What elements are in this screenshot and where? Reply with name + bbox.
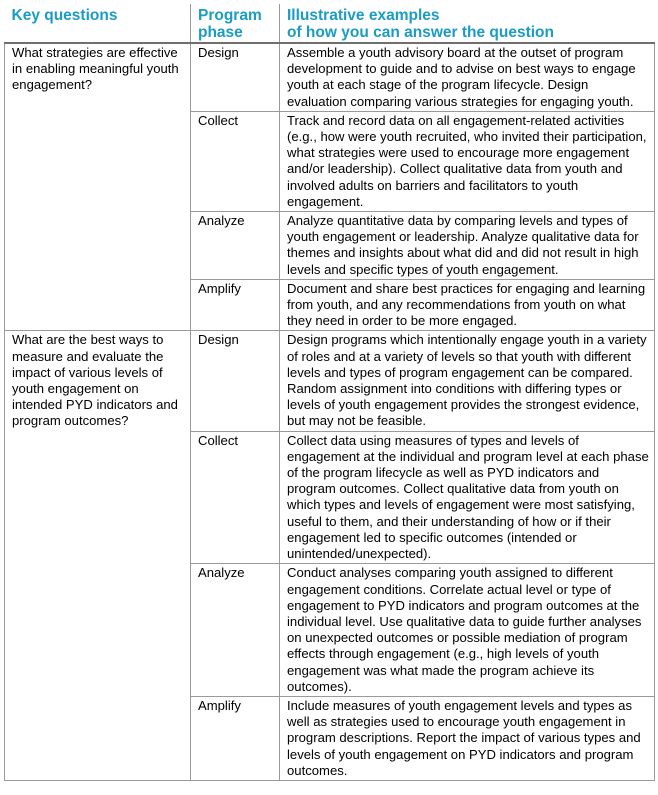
example-cell: Assemble a youth advisory board at the outset of program development to guide and to advise on best ways to engage youth at each stage of the program lifecycle. Design evaluation comparing various strategies for engaging youth. <box>280 43 655 111</box>
header-examples-line1: Illustrative examples <box>287 7 440 24</box>
phase-cell: Analyze <box>191 564 280 697</box>
example-cell: Conduct analyses comparing youth assigned to different engagement conditions. Correlate actual level or type of engagement to PYD indicators and program outcomes at the individual level. Use qualitative data to guide further analyses on unexpected outcomes or possible mediation of program effects through engagement (e.g., high levels of youth engagement was what made the program achieve its outcomes). <box>280 564 655 697</box>
phase-cell: Amplify <box>191 696 280 780</box>
example-cell: Track and record data on all engagement-related activities (e.g., how were youth recruited, who invited their participation, what strategies were used to encourage more engagement and/or leadership). Collect qualitative data from youth and involved adults on barriers and facilitators to youth engagement. <box>280 111 655 211</box>
table-row <box>5 331 655 431</box>
phase-cell: Amplify <box>191 279 280 331</box>
key-question-cell: What are the best ways to measure and evaluate the impact of various levels of youth engagement on intended PYD indicators and program outcomes? <box>5 331 191 780</box>
example-cell: Analyze quantitative data by comparing levels and types of youth engagement or leadership. Analyze qualitative data for themes and insights about what did and did not result in high levels and specific types of youth engagement. <box>280 212 655 280</box>
table-row <box>5 43 655 111</box>
header-illustrative-examples <box>280 4 655 43</box>
key-questions-table <box>4 4 655 781</box>
key-question-cell: What strategies are effective in enabling meaningful youth engagement? <box>5 43 191 331</box>
example-cell: Include measures of youth engagement levels and types as well as strategies used to encourage youth engagement in program descriptions. Report the impact of various types and levels of youth engagement on PYD indicators and program outcomes. <box>280 696 655 780</box>
header-program-phase: Program phase <box>191 4 280 43</box>
phase-cell: Analyze <box>191 212 280 280</box>
phase-cell: Collect <box>191 111 280 211</box>
header-key-questions: Key questions <box>5 4 191 43</box>
header-examples-line2: of how you can answer the question <box>287 24 554 41</box>
table-header-row <box>5 4 655 43</box>
example-cell: Design programs which intentionally engage youth in a variety of roles and at a variety of levels so that youth with different levels and types of program engagement can be compared. Random assignment into conditions with differing types or levels of youth engagement provides the strongest evidence, but may not be feasible. <box>280 331 655 431</box>
example-cell: Document and share best practices for engaging and learning from youth, and any recommendations from youth on what they need in order to be more engaged. <box>280 279 655 331</box>
phase-cell: Design <box>191 331 280 431</box>
phase-cell: Design <box>191 43 280 111</box>
phase-cell: Collect <box>191 431 280 564</box>
example-cell: Collect data using measures of types and levels of engagement at the individual and program level at each phase of the program lifecycle as well as PYD indicators and program outcomes. Collect qualitative data from youth on which types and levels of engagement were most satisfying, useful to them, and their understanding of how or if their engagement led to specific outcomes (intended or unintended/unexpected). <box>280 431 655 564</box>
